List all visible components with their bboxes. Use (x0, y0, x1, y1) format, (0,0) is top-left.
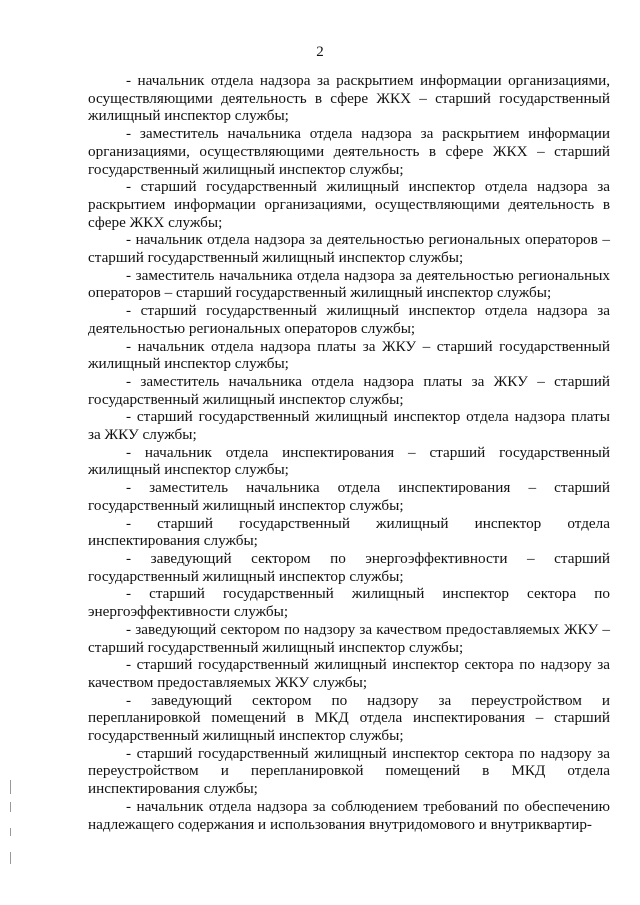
list-item: - заведующий сектором по энергоэффективности – старший государственный жилищный инспектор службы; (88, 549, 610, 585)
list-item: - начальник отдела инспектирования – старший государственный жилищный инспектор службы; (88, 443, 610, 479)
list-item: - старший государственный жилищный инспектор отдела инспектирования службы; (88, 514, 610, 550)
list-item: - старший государственный жилищный инспектор отдела надзора за деятельностью региональных операторов службы; (88, 302, 610, 337)
list-item: - заместитель начальника отдела инспектирования – старший государственный жилищный инспектор службы; (88, 479, 610, 514)
list-item: - заместитель начальника отдела надзора за деятельностью региональных операторов – старший государственный жилищный инспектор службы; (88, 266, 610, 302)
list-item: - старший государственный жилищный инспектор сектора по энергоэффективности службы; (88, 585, 610, 621)
list-item: - начальник отдела надзора за деятельностью региональных операторов – старший государственный жилищный инспектор службы; (88, 231, 610, 267)
scan-margin-marks (10, 780, 13, 870)
page-number: 2 (316, 44, 324, 60)
list-item: - заместитель начальника отдела надзора за раскрытием информации организациями, осуществляющими деятельность в сфере ЖКХ – старший государственный жилищный инспектор службы; (88, 125, 610, 178)
list-item: - заведующий сектором по надзору за переустройством и перепланировкой помещений в МКД отдела инспектирования – старший государственный жилищный инспектор службы; (88, 691, 610, 745)
list-item: - начальник отдела надзора платы за ЖКУ – старший государственный жилищный инспектор службы; (88, 337, 610, 373)
list-item: - заведующий сектором по надзору за качеством предоставляемых ЖКУ – старший государственный жилищный инспектор службы; (88, 620, 610, 656)
list-item: - начальник отдела надзора за раскрытием информации организациями, осуществляющими деятельность в сфере ЖКХ – старший государственный жилищный инспектор службы; (88, 72, 610, 125)
list-item: - старший государственный жилищный инспектор отдела надзора платы за ЖКУ службы; (88, 408, 610, 444)
list-item: - заместитель начальника отдела надзора платы за ЖКУ – старший государственный жилищный инспектор службы; (88, 372, 610, 408)
list-item: - старший государственный жилищный инспектор сектора по надзору за переустройством и перепланировкой помещений в МКД отдела инспектирования службы; (88, 744, 610, 798)
document-body (88, 72, 610, 833)
list-item: - старший государственный жилищный инспектор отдела надзора за раскрытием информации организациями, осуществляющими деятельность в сфере ЖКХ службы; (88, 178, 610, 231)
list-item: - начальник отдела надзора за соблюдением требований по обеспечению надлежащего содержания и использования внутридомового и внутриквартир- (88, 797, 610, 833)
list-item: - старший государственный жилищный инспектор сектора по надзору за качеством предоставляемых ЖКУ службы; (88, 656, 610, 691)
